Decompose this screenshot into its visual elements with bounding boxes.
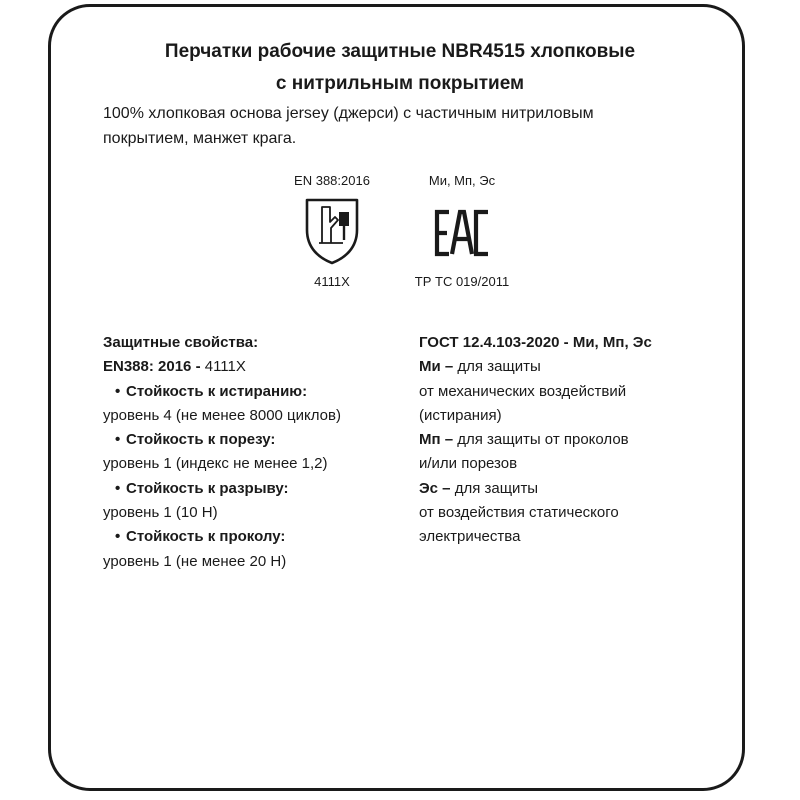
property-puncture [103,525,403,549]
property-cut [103,428,403,452]
bullet-icon: • [115,431,121,449]
gost-desc-line: от воздействия статического [419,504,619,522]
gost-desc-line: от механических воздействий [419,382,627,400]
property-value: уровень 1 (не менее 20 Н) [103,552,287,570]
eac-mark-icon [432,196,492,266]
property-name: Стойкость к проколу: [126,528,286,546]
gost-desc-line: и/или порезов [419,455,518,473]
gost-desc: для защиты [454,479,539,497]
gost-desc-line: (истирания) [419,406,502,424]
gost-code: Мп – [419,431,454,449]
protective-properties [103,331,403,574]
gost-heading: ГОСТ 12.4.103-2020 - Ми, Мп, Эс [419,334,652,351]
bullet-icon: • [115,528,121,546]
property-tear [103,477,403,501]
en388-rating-line [103,355,403,379]
protective-properties-heading: Защитные свойства: [103,334,259,351]
property-name: Стойкость к разрыву: [126,479,289,497]
eac-certification [399,173,525,290]
en388-standard: EN 388:2016 [294,173,370,188]
en388-rating-code: 4111X [204,358,246,376]
en388-code: 4111X [314,274,350,289]
property-name: Стойкость к порезу: [126,431,276,449]
property-value: уровень 1 (10 Н) [103,504,218,522]
eac-classes: Ми, Мп, Эс [428,173,496,188]
en388-certification [270,173,394,290]
product-title-line-1: Перчатки рабочие защитные NBR4515 хлопковые [164,41,636,62]
product-description [103,101,703,151]
gost-desc: для защиты [457,358,541,376]
en388-rating-label: EN388: 2016 - [103,358,201,376]
product-title-line-2: с нитрильным покрытием [275,73,525,94]
property-abrasion [103,380,403,404]
description-line-1: 100% хлопковая основа jersey (джерси) с частичным нитриловым [103,105,594,122]
product-title [0,36,800,100]
bullet-icon: • [115,479,121,497]
gost-section [419,331,719,550]
glove-hammer-shield-icon [303,196,361,266]
gost-desc: для защиты от проколов [457,431,629,449]
gost-code: Ми – [419,358,454,376]
gost-desc-line: электричества [419,528,521,546]
gost-item-mi [419,355,719,379]
property-value: уровень 4 (не менее 8000 циклов) [103,406,341,424]
gost-item-mp [419,428,719,452]
property-name: Стойкость к истиранию: [126,382,308,400]
gost-code: Эс – [419,479,451,497]
property-value: уровень 1 (индекс не менее 1,2) [103,455,328,473]
bullet-icon: • [115,382,121,400]
description-line-2: покрытием, манжет крага. [103,130,297,147]
eac-regulation: ТР ТС 019/2011 [414,274,510,289]
gost-item-es [419,477,719,501]
